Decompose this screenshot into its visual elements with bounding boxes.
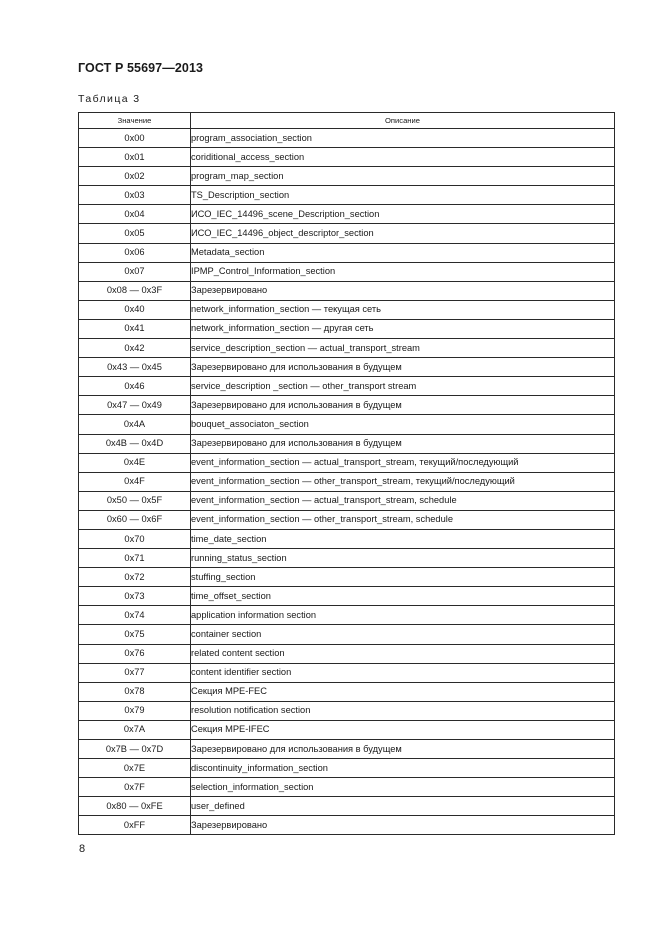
value-cell: 0x05 (79, 224, 191, 243)
table-row (79, 510, 615, 529)
value-cell: 0x00 (79, 129, 191, 148)
value-cell: 0x4B — 0x4D (79, 434, 191, 453)
description-cell: service_description_section — actual_transport_stream (191, 339, 615, 358)
page-number: 8 (79, 843, 86, 855)
value-cell: 0x73 (79, 587, 191, 606)
value-cell: 0x04 (79, 205, 191, 224)
table-row (79, 224, 615, 243)
table-row (79, 396, 615, 415)
description-cell: bouquet_associaton_section (191, 415, 615, 434)
table-row (79, 377, 615, 396)
table-row (79, 205, 615, 224)
table-row (79, 625, 615, 644)
table-row (79, 720, 615, 739)
table-row (79, 186, 615, 205)
value-cell: 0x7A (79, 720, 191, 739)
table-row (79, 797, 615, 816)
table-row (79, 529, 615, 548)
value-cell: 0x79 (79, 701, 191, 720)
value-cell: 0x78 (79, 682, 191, 701)
value-cell: 0x80 — 0xFE (79, 797, 191, 816)
table-row (79, 415, 615, 434)
description-cell: stuffing_section (191, 568, 615, 587)
description-cell: TS_Description_section (191, 186, 615, 205)
description-cell: IPMP_Control_Information_section (191, 262, 615, 281)
description-cell: discontinuity_information_section (191, 759, 615, 778)
table-row (79, 778, 615, 797)
description-cell: service_description _section — other_transport stream (191, 377, 615, 396)
description-cell: container section (191, 625, 615, 644)
table-row (79, 472, 615, 491)
description-cell: Зарезервировано для использования в будущем (191, 358, 615, 377)
value-cell: 0x07 (79, 262, 191, 281)
table-caption: Таблица 3 (78, 93, 141, 105)
description-cell: coriditional_access_section (191, 148, 615, 167)
table-row (79, 262, 615, 281)
table-row (79, 740, 615, 759)
value-cell: 0x47 — 0x49 (79, 396, 191, 415)
description-cell: program_map_section (191, 167, 615, 186)
description-cell: user_defined (191, 797, 615, 816)
column-header-description: Описание (191, 113, 615, 129)
value-cell: 0x71 (79, 549, 191, 568)
table-row (79, 491, 615, 510)
description-cell: event_information_section — other_transport_stream, schedule (191, 510, 615, 529)
description-cell: ИСО_IEC_14496_scene_Description_section (191, 205, 615, 224)
table-row (79, 319, 615, 338)
description-cell: Зарезервировано для использования в будущем (191, 396, 615, 415)
value-cell: 0x7E (79, 759, 191, 778)
description-cell: event_information_section — actual_transport_stream, schedule (191, 491, 615, 510)
table-row (79, 568, 615, 587)
value-cell: 0x02 (79, 167, 191, 186)
column-header-value: Значение (79, 113, 191, 129)
table-row (79, 682, 615, 701)
description-cell: running_status_section (191, 549, 615, 568)
table-row (79, 434, 615, 453)
description-cell: ИСО_IEC_14496_object_descriptor_section (191, 224, 615, 243)
description-cell: Зарезервировано (191, 281, 615, 300)
description-cell: event_information_section — other_transport_stream, текущий/последующий (191, 472, 615, 491)
value-cell: 0x4E (79, 453, 191, 472)
description-cell: time_date_section (191, 529, 615, 548)
description-cell: program_association_section (191, 129, 615, 148)
table-row (79, 663, 615, 682)
value-cell: 0x77 (79, 663, 191, 682)
table-row (79, 358, 615, 377)
value-cell: 0x01 (79, 148, 191, 167)
description-cell: network_information_section — текущая сеть (191, 300, 615, 319)
value-cell: 0x74 (79, 606, 191, 625)
value-cell: 0xFF (79, 816, 191, 835)
description-cell: Секция MPE-IFEC (191, 720, 615, 739)
table-row (79, 300, 615, 319)
value-cell: 0x7B — 0x7D (79, 740, 191, 759)
value-cell: 0x76 (79, 644, 191, 663)
table-row (79, 148, 615, 167)
description-cell: selection_information_section (191, 778, 615, 797)
description-cell: Зарезервировано для использования в будущем (191, 434, 615, 453)
description-cell: related content section (191, 644, 615, 663)
description-cell: content identifier section (191, 663, 615, 682)
table-body (79, 129, 615, 835)
section-table (78, 112, 615, 835)
table-row (79, 281, 615, 300)
description-cell: Metadata_section (191, 243, 615, 262)
description-cell: Зарезервировано для использования в будущем (191, 740, 615, 759)
value-cell: 0x72 (79, 568, 191, 587)
value-cell: 0x42 (79, 339, 191, 358)
description-cell: application information section (191, 606, 615, 625)
description-cell: network_information_section — другая сеть (191, 319, 615, 338)
table-row (79, 339, 615, 358)
value-cell: 0x7F (79, 778, 191, 797)
value-cell: 0x08 — 0x3F (79, 281, 191, 300)
table-row (79, 644, 615, 663)
value-cell: 0x60 — 0x6F (79, 510, 191, 529)
table-row (79, 549, 615, 568)
value-cell: 0x46 (79, 377, 191, 396)
value-cell: 0x4A (79, 415, 191, 434)
table-row (79, 167, 615, 186)
description-cell: event_information_section — actual_transport_stream, текущий/последующий (191, 453, 615, 472)
value-cell: 0x70 (79, 529, 191, 548)
table-row (79, 129, 615, 148)
description-cell: Секция MPE-FEC (191, 682, 615, 701)
value-cell: 0x06 (79, 243, 191, 262)
value-cell: 0x03 (79, 186, 191, 205)
value-cell: 0x50 — 0x5F (79, 491, 191, 510)
table-row (79, 243, 615, 262)
table-row (79, 759, 615, 778)
description-cell: Зарезервировано (191, 816, 615, 835)
description-cell: time_offset_section (191, 587, 615, 606)
document-header: ГОСТ Р 55697—2013 (78, 61, 204, 75)
value-cell: 0x4F (79, 472, 191, 491)
description-cell: resolution notification section (191, 701, 615, 720)
table-header-row (79, 113, 615, 129)
value-cell: 0x43 — 0x45 (79, 358, 191, 377)
table-row (79, 587, 615, 606)
table-row (79, 701, 615, 720)
table-row (79, 816, 615, 835)
table-row (79, 453, 615, 472)
value-cell: 0x40 (79, 300, 191, 319)
value-cell: 0x41 (79, 319, 191, 338)
value-cell: 0x75 (79, 625, 191, 644)
table-row (79, 606, 615, 625)
